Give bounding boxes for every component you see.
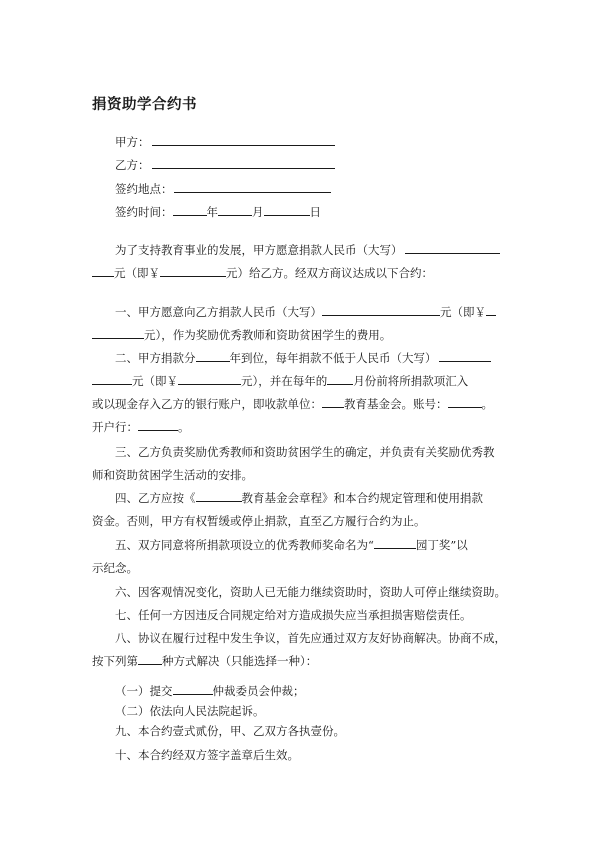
clause-3-text-2: 师和资助贫困学生活动的安排。 xyxy=(92,468,253,482)
sign-time-field xyxy=(115,203,321,220)
party-a-field xyxy=(115,133,335,150)
clause-2-text-3: 元（即￥ xyxy=(132,374,178,388)
intro-text-2: 元（即￥ xyxy=(114,266,160,280)
intro-text-3: 元）给乙方。经双方商议达成以下合约： xyxy=(226,266,433,280)
clause-1-text-1: 一、甲方愿意向乙方捐款人民币（大写） xyxy=(115,305,322,319)
clause-10-text: 十、本合约经双方签字盖章后生效。 xyxy=(115,748,299,762)
clause-10 xyxy=(92,744,508,767)
clause-2-text-10: 。 xyxy=(178,420,190,434)
clause-8-text-1: 八、协议在履行过程中发生争议，首先应通过双方友好协商解决。协商不成， xyxy=(115,631,506,645)
party-b-field xyxy=(115,156,335,173)
clause-8-text-2: 按下列第 xyxy=(92,654,138,668)
clause-9 xyxy=(92,720,508,743)
arbitration-committee-blank[interactable] xyxy=(173,681,213,695)
clause-4-foundation-blank[interactable] xyxy=(196,488,242,502)
year-blank[interactable] xyxy=(173,203,207,216)
intro-amount-figures-blank[interactable] xyxy=(160,263,226,277)
day-label: 日 xyxy=(309,205,321,219)
clause-2 xyxy=(92,347,508,439)
option-1-text-2: 仲裁委员会仲裁； xyxy=(212,684,305,698)
clause-8-text-3: 种方式解决（只能选择一种）： xyxy=(162,654,318,668)
clause-8 xyxy=(92,627,508,673)
sign-time-label: 签约时间： xyxy=(115,205,173,219)
clause-9-text: 九、本合约壹式贰份，甲、乙双方各执壹份。 xyxy=(115,724,345,738)
option-court: （二）依法向人民法院起诉。 xyxy=(115,704,265,718)
clause-5-text-2: 园丁奖”以 xyxy=(415,538,468,552)
clause-3-text-1: 三、乙方负责奖励优秀教师和资助贫困学生的确定，并负责有关奖励优秀教 xyxy=(115,445,495,459)
intro-amount-words-blank[interactable] xyxy=(405,240,500,254)
clause-6-text: 六、因客观情况变化，资助人已无能力继续资助时，资助人可停止继续资助。 xyxy=(115,585,506,599)
clause-2-payee-blank[interactable] xyxy=(322,394,344,408)
year-label: 年 xyxy=(206,205,218,219)
clause-2-text-5: 月份前将所捐款项汇入 xyxy=(353,374,469,388)
clause-2-annual-words-blank[interactable] xyxy=(439,348,491,362)
clause-5-text-3: 示纪念。 xyxy=(92,561,138,575)
clause-2-text-8: 。 xyxy=(481,397,493,411)
party-a-label: 甲方： xyxy=(115,135,150,149)
party-a-blank[interactable] xyxy=(152,133,335,146)
clause-2-text-4: 元），并在每年的 xyxy=(241,374,328,388)
clause-1-text-2: 元（即￥ xyxy=(440,305,486,319)
clause-2-annual-words-blank-cont[interactable] xyxy=(92,371,132,385)
sign-place-field xyxy=(115,180,331,197)
clause-7 xyxy=(92,604,508,627)
intro-amount-words-blank-cont[interactable] xyxy=(92,263,114,277)
clause-4-text-3: 资金。否则，甲方有权暂缓或停止捐款，直至乙方履行合约为止。 xyxy=(92,514,426,528)
clause-3 xyxy=(92,441,508,487)
clause-4 xyxy=(92,487,508,533)
intro-text-1: 为了支持教育事业的发展，甲方愿意捐款人民币（大写） xyxy=(115,243,403,257)
option-arbitration xyxy=(115,681,305,699)
sign-place-label: 签约地点： xyxy=(115,182,173,196)
sign-place-blank[interactable] xyxy=(174,180,331,193)
clause-2-month-blank[interactable] xyxy=(327,371,353,385)
clause-2-bank-blank[interactable] xyxy=(138,417,178,431)
clause-6 xyxy=(92,581,508,604)
day-blank[interactable] xyxy=(264,203,310,216)
month-label: 月 xyxy=(252,205,264,219)
clause-2-text-7: 教育基金会。账号： xyxy=(344,397,448,411)
month-blank[interactable] xyxy=(218,203,252,216)
clause-2-text-6: 或以现金存入乙方的银行账户，即收款单位： xyxy=(92,397,322,411)
clause-2-text-2: 年到位，每年捐款不低于人民币（大写） xyxy=(229,351,437,365)
party-b-label: 乙方： xyxy=(115,158,150,172)
option-1-text-1: （一）提交 xyxy=(115,684,173,698)
clause-2-text-1: 二、甲方捐款分 xyxy=(115,351,196,365)
clause-1-text-3: 元），作为奖励优秀教师和资助贫困学生的费用。 xyxy=(144,328,392,342)
clause-4-text-1: 四、乙方应按《 xyxy=(115,491,196,505)
clause-1-amount-figures-blank[interactable] xyxy=(486,302,496,316)
clause-5-award-name-blank[interactable] xyxy=(374,535,416,549)
clause-5-text-1: 五、双方同意将所捐款项设立的优秀教师奖命名为“ xyxy=(115,538,374,552)
clause-2-annual-figures-blank[interactable] xyxy=(178,371,241,385)
document-title: 捐资助学合约书 xyxy=(92,97,197,113)
clause-2-account-blank[interactable] xyxy=(448,394,482,408)
clause-1-amount-figures-blank-cont[interactable] xyxy=(92,325,144,339)
clause-4-text-2: 教育基金会章程》和本合约规定管理和使用捐款 xyxy=(241,491,483,505)
clause-7-text: 七、任何一方因违反合同规定给对方造成损失应当承担损害赔偿责任。 xyxy=(115,608,472,622)
party-b-blank[interactable] xyxy=(152,156,335,169)
clause-2-text-9: 开户行： xyxy=(92,420,138,434)
clause-1 xyxy=(92,301,508,347)
clause-5 xyxy=(92,534,508,580)
clause-8-option-blank[interactable] xyxy=(138,651,162,665)
clause-2-years-blank[interactable] xyxy=(196,348,230,362)
intro-paragraph xyxy=(92,239,508,285)
clause-1-amount-words-blank[interactable] xyxy=(322,302,440,316)
